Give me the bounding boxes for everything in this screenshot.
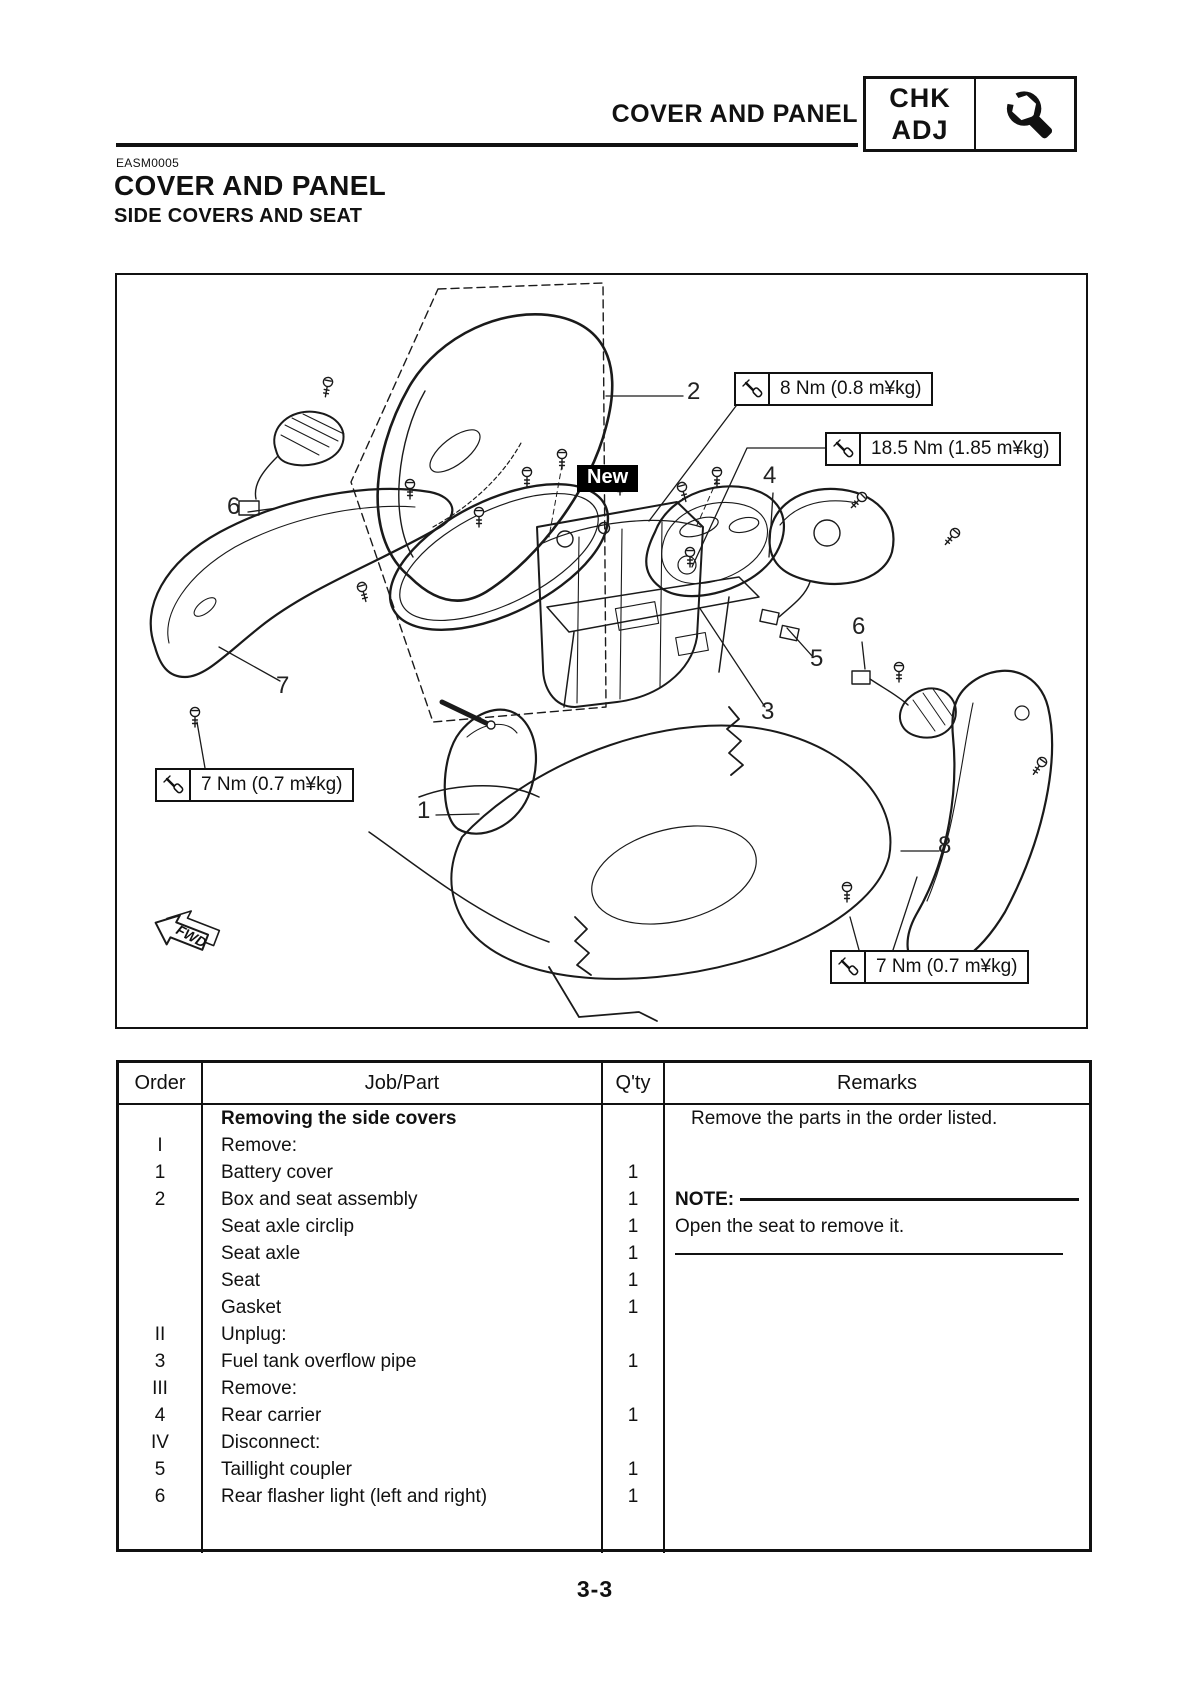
torque-callout-18-5nm: 18.5 Nm (1.85 m¥kg): [825, 432, 1061, 466]
part-label-3: 3: [761, 698, 775, 725]
note-end-rule: [675, 1253, 1063, 1255]
table-row: III Remove:: [119, 1375, 1089, 1402]
part-label-8: 8: [938, 832, 952, 859]
table-row: 6 Rear flasher light (left and right) 1: [119, 1483, 1089, 1510]
exploded-view-diagram: [115, 273, 1088, 1029]
header-rule: [116, 143, 858, 147]
chapter-badge-text: [866, 79, 976, 149]
table-row: Seat axle 1: [119, 1240, 1089, 1267]
side-cover-right-part: [908, 671, 1052, 971]
fwd-arrow: [149, 899, 223, 964]
table-row: 4 Rear carrier 1: [119, 1402, 1089, 1429]
badge-chk-label: CHK: [889, 83, 951, 113]
table-row-filler: [119, 1510, 1089, 1553]
torque-driver-icon: [832, 952, 866, 982]
table-row: Removing the side covers Remove the parts in the order listed.: [119, 1105, 1089, 1132]
col-header-jobpart: Job/Part: [203, 1063, 603, 1103]
part-label-4: 4: [763, 462, 777, 489]
table-row: Seat 1: [119, 1267, 1089, 1294]
table-row: Gasket 1: [119, 1294, 1089, 1321]
rear-flasher-right-part: [852, 671, 956, 738]
torque-callout-7nm-right: 7 Nm (0.7 m¥kg): [830, 950, 1029, 984]
frame-body: [369, 577, 890, 1021]
rear-carrier-part: [646, 486, 784, 596]
torque-callout-7nm-left: 7 Nm (0.7 m¥kg): [155, 768, 354, 802]
torque-driver-icon: [157, 770, 191, 800]
table-row: 2 Box and seat assembly 1 NOTE:: [119, 1186, 1089, 1213]
part-label-2: 2: [687, 378, 701, 405]
table-row: 5 Taillight coupler 1: [119, 1456, 1089, 1483]
note-label: NOTE:: [675, 1188, 735, 1210]
rear-flasher-left-part: [239, 412, 344, 515]
chapter-badge: [863, 76, 1077, 152]
parts-table: [116, 1060, 1092, 1552]
side-cover-left-part: [151, 489, 453, 677]
table-row: I Remove:: [119, 1132, 1089, 1159]
table-row: 3 Fuel tank overflow pipe 1: [119, 1348, 1089, 1375]
table-header-row: [119, 1063, 1089, 1105]
part-label-6-right: 6: [852, 613, 866, 640]
col-header-order: Order: [119, 1063, 203, 1103]
running-header: COVER AND PANEL: [611, 100, 858, 128]
table-row: Seat axle circlip 1 Open the seat to remove it.: [119, 1213, 1089, 1240]
torque-driver-icon: [736, 374, 770, 404]
note-rule: [740, 1198, 1079, 1201]
part-label-1: 1: [417, 797, 431, 824]
part-label-6-left: 6: [227, 493, 241, 520]
table-row: II Unplug:: [119, 1321, 1089, 1348]
torque-driver-icon: [827, 434, 861, 464]
part-label-5: 5: [810, 645, 824, 672]
fwd-label: FWD: [173, 921, 210, 951]
section-code: EASM0005: [116, 156, 180, 170]
page-title: COVER AND PANEL: [114, 170, 387, 201]
part-label-7: 7: [276, 672, 290, 699]
page-subtitle: SIDE COVERS AND SEAT: [114, 205, 363, 227]
wrench-nut-icon: [976, 79, 1074, 149]
seat-part: [378, 314, 613, 600]
table-row: 1 Battery cover 1: [119, 1159, 1089, 1186]
page-number: 3-3: [576, 1576, 614, 1602]
badge-adj-label: ADJ: [891, 115, 949, 145]
torque-callout-8nm: 8 Nm (0.8 m¥kg): [734, 372, 933, 406]
col-header-remarks: Remarks: [836, 1071, 917, 1094]
col-header-qty: Q'ty: [603, 1063, 665, 1103]
table-row: IV Disconnect:: [119, 1429, 1089, 1456]
new-part-tag: New: [577, 465, 638, 492]
